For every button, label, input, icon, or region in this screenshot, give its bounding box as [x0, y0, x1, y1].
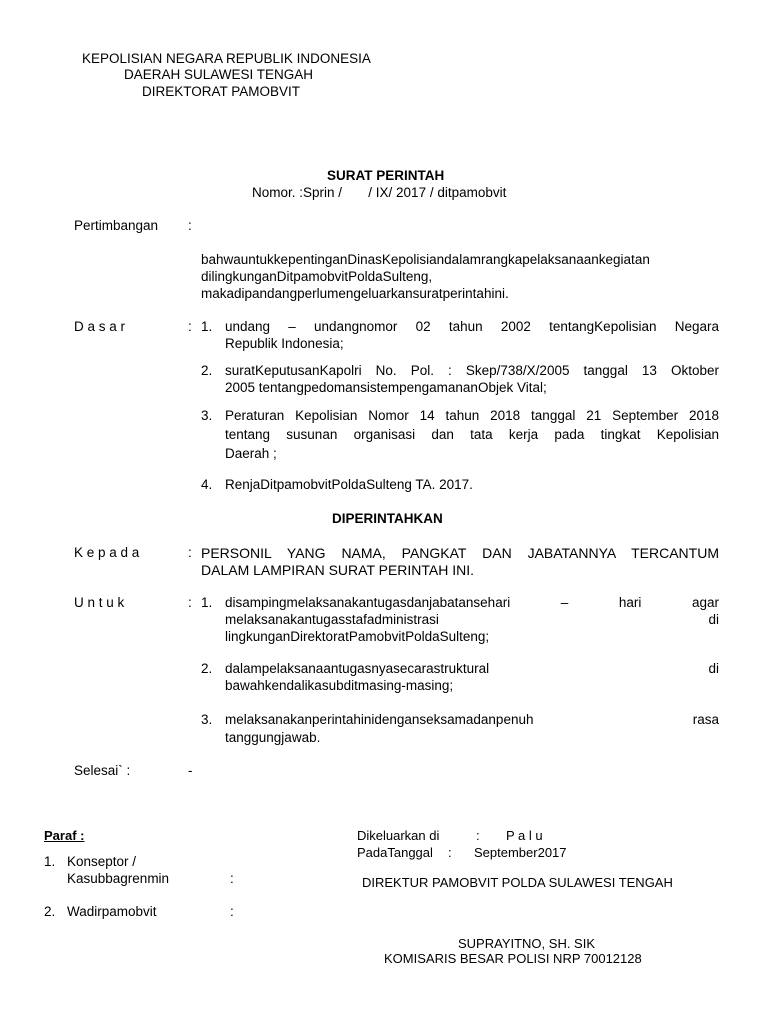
signatory-rank: KOMISARIS BESAR POLISI NRP 70012128	[384, 951, 642, 966]
pertimbangan-line-3: makadipandangperlumengeluarkansuratperintahini.	[201, 286, 509, 301]
paraf-item-1-colon: :	[230, 871, 234, 886]
dasar-colon: :	[188, 319, 192, 334]
issued-date-colon: :	[448, 845, 452, 860]
dasar-label: D a s a r	[74, 319, 126, 334]
selesai-label: Selesai` :	[74, 763, 131, 778]
dasar-item-2-num: 2.	[201, 363, 213, 378]
untuk-item-1-line-3: lingkunganDirektoratPamobvitPoldaSulteng;	[225, 629, 490, 644]
dasar-item-3-num: 3.	[201, 408, 213, 423]
paraf-item-2-line-1: Wadirpamobvit	[67, 904, 157, 919]
untuk-item-3-line-1: melaksanakanperintahinidenganseksamadanpenuh rasa	[225, 712, 719, 727]
document-title: SURAT PERINTAH	[327, 168, 445, 183]
untuk-item-1-num: 1.	[201, 595, 213, 610]
untuk-item-1-line-2: melaksanakantugasstafadministrasi di	[225, 612, 719, 627]
kepada-colon: :	[188, 545, 192, 560]
untuk-item-2-num: 2.	[201, 661, 213, 676]
header-line-2: DAERAH SULAWESI TENGAH	[124, 67, 314, 82]
dasar-item-2-line-1: suratKeputusanKapolri No. Pol. : Skep/738/X/2005 tanggal 13 Oktober	[225, 363, 719, 378]
pertimbangan-line-1: bahwauntukkepentinganDinasKepolisiandalamrangkapelaksanaankegiatan	[201, 252, 650, 267]
untuk-label: U n t u k	[74, 595, 125, 610]
issued-place-value: P a l u	[506, 828, 543, 843]
header-line-1: KEPOLISIAN NEGARA REPUBLIK INDONESIA	[82, 51, 371, 66]
diperintahkan-heading: DIPERINTAHKAN	[332, 511, 443, 526]
header-line-3: DIREKTORAT PAMOBVIT	[142, 84, 301, 99]
kepada-line-2: DALAM LAMPIRAN SURAT PERINTAH INI.	[201, 562, 475, 578]
dasar-item-1-line-1: undang – undangnomor 02 tahun 2002 tentangKepolisian Negara	[225, 319, 719, 334]
dasar-item-4-line-1: RenjaDitpamobvitPoldaSulteng TA. 2017.	[225, 477, 473, 492]
untuk-colon: :	[188, 595, 192, 610]
issued-date-label: PadaTanggal	[357, 845, 433, 860]
dasar-item-4-num: 4.	[201, 477, 213, 492]
signatory-name: SUPRAYITNO, SH. SIK	[458, 936, 596, 951]
signatory-position: DIREKTUR PAMOBVIT POLDA SULAWESI TENGAH	[362, 875, 673, 890]
issued-date-value: September2017	[474, 845, 567, 860]
kepada-label: K e p a d a	[74, 545, 140, 560]
paraf-title: Paraf :	[44, 828, 85, 843]
issued-place-colon: :	[476, 828, 480, 843]
paraf-item-2-colon: :	[230, 904, 234, 919]
document-number: Nomor. :Sprin / / IX/ 2017 / ditpamobvit	[252, 185, 507, 200]
paraf-item-2-num: 2.	[44, 904, 56, 919]
untuk-item-3-line-2: tanggungjawab.	[225, 730, 321, 745]
paraf-item-1-line-2: Kasubbagrenmin	[67, 871, 170, 886]
untuk-item-2-line-1: dalampelaksanaantugasnyasecarastruktural di	[225, 661, 719, 676]
dasar-item-1-line-2: Republik Indonesia;	[225, 336, 344, 351]
pertimbangan-label: Pertimbangan	[74, 218, 159, 233]
kepada-line-1: PERSONIL YANG NAMA, PANGKAT DAN JABATANNYA TERCANTUM	[201, 545, 719, 561]
dasar-item-3-line-2: tentang susunan organisasi dan tata kerja pada tingkat Kepolisian	[225, 427, 719, 442]
paraf-item-1-num: 1.	[44, 854, 56, 869]
untuk-item-3-num: 3.	[201, 712, 213, 727]
untuk-item-2-line-2: bawahkendalikasubditmasing-masing;	[225, 678, 454, 693]
dasar-item-1-num: 1.	[201, 319, 213, 334]
dasar-item-3-line-3: Daerah ;	[225, 446, 277, 461]
pertimbangan-colon: :	[188, 218, 192, 233]
pertimbangan-line-2: dilingkunganDitpamobvitPoldaSulteng,	[201, 269, 433, 284]
paraf-item-1-line-1: Konseptor /	[67, 854, 137, 869]
selesai-value: -	[188, 763, 193, 778]
issued-place-label: Dikeluarkan di	[357, 828, 440, 843]
dasar-item-2-line-2: 2005 tentangpedomansistempengamananObjek Vital;	[225, 380, 547, 395]
untuk-item-1-line-1: disampingmelaksanakantugasdanjabatansehari – hari agar	[225, 595, 719, 610]
dasar-item-3-line-1: Peraturan Kepolisian Nomor 14 tahun 2018 tanggal 21 September 2018	[225, 408, 719, 423]
